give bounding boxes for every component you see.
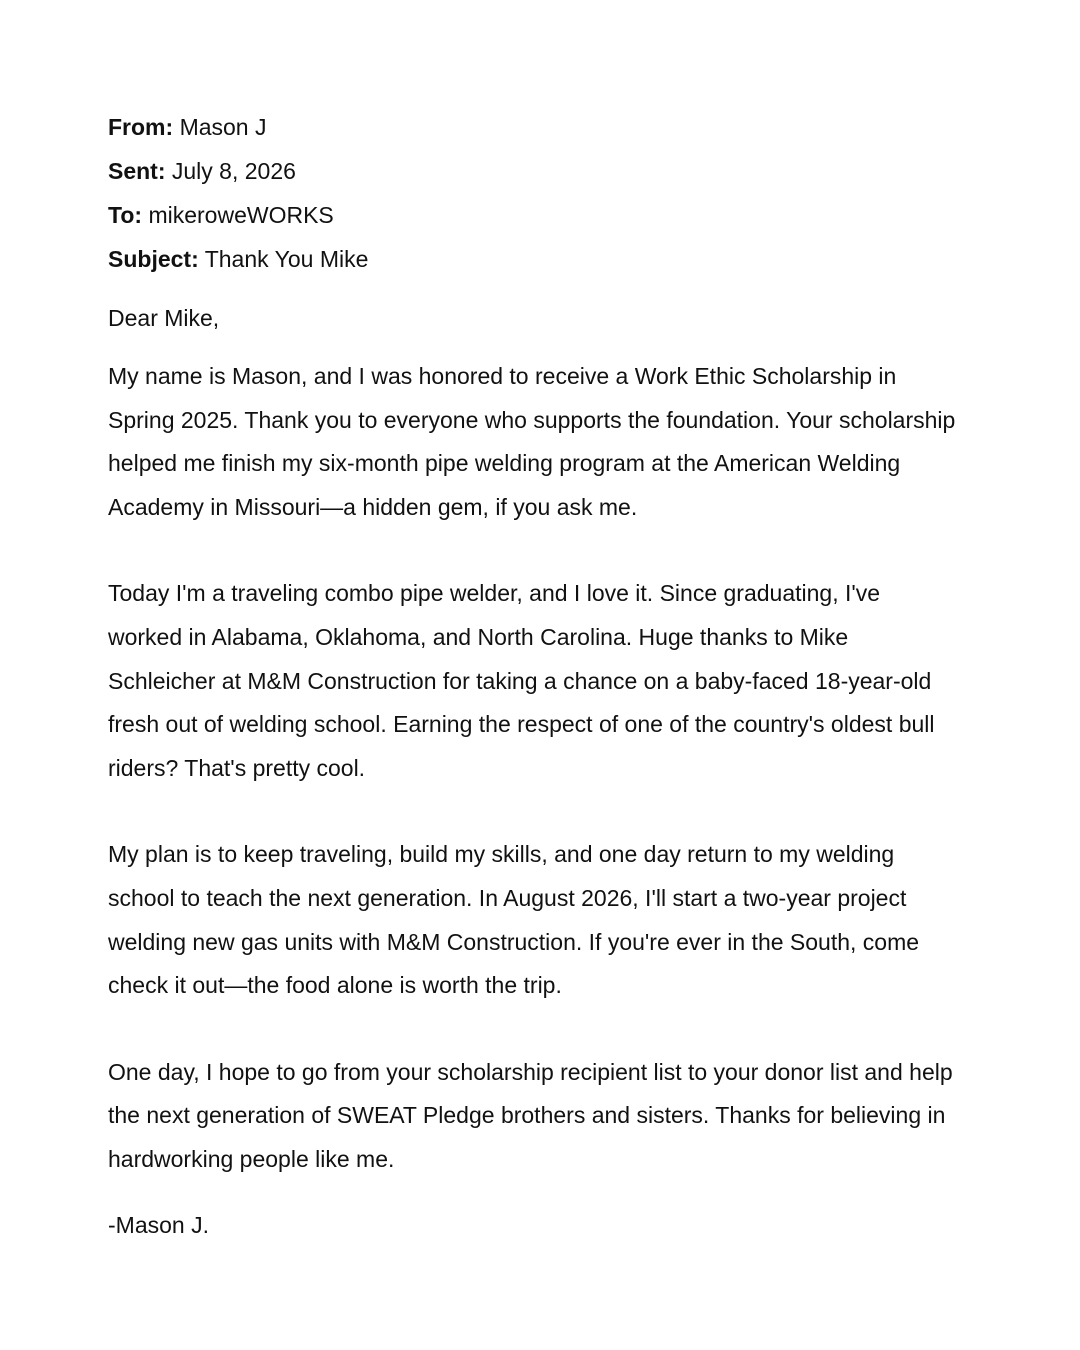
greeting: Dear Mike, — [108, 305, 220, 331]
subject-label: Subject: — [108, 246, 199, 272]
sent-label: Sent: — [108, 158, 166, 184]
from-label: From: — [108, 114, 174, 140]
to-value: mikeroweWORKS — [148, 202, 334, 228]
signature: -Mason J. — [108, 1211, 209, 1238]
body-paragraph-4: One day, I hope to go from your scholarship recipient list to your donor list and help the next generation of SWEAT Pledge brothers and sisters. Thanks for believing in hardworking people like me. — [108, 1058, 953, 1172]
to-line — [108, 193, 1080, 237]
from-line — [108, 105, 1080, 149]
subject-line — [108, 237, 1080, 281]
from-value: Mason J — [179, 114, 267, 140]
sent-line — [108, 149, 1080, 193]
email-header — [108, 105, 1080, 281]
sent-value: July 8, 2026 — [171, 158, 296, 184]
to-label: To: — [108, 202, 143, 228]
body-paragraph-2: Today I'm a traveling combo pipe welder, and I love it. Since graduating, I've worked in Alabama, Oklahoma, and North Carolina. Huge thanks to Mike Schleicher at M&M Construction for taking a chance on a baby-faced 18-year-old fresh out of welding school. Earning the respect of one of the country's oldest bull riders? That's pretty cool. — [108, 580, 935, 781]
subject-value: Thank You Mike — [204, 246, 369, 272]
body-paragraph-3: My plan is to keep traveling, build my skills, and one day return to my welding school to teach the next generation. In August 2026, I'll start a two-year project welding new gas units with M&M Construction. If you're ever in the South, come check it out—the food alone is worth the trip. — [108, 841, 920, 999]
body-paragraph-1: My name is Mason, and I was honored to receive a Work Ethic Scholarship in Spring 2025. Thank you to everyone who supports the foundation. Your scholarship helped me finish my six-month pipe welding program at the American Welding Academy in Missouri—a hidden gem, if you ask me. — [108, 363, 956, 520]
